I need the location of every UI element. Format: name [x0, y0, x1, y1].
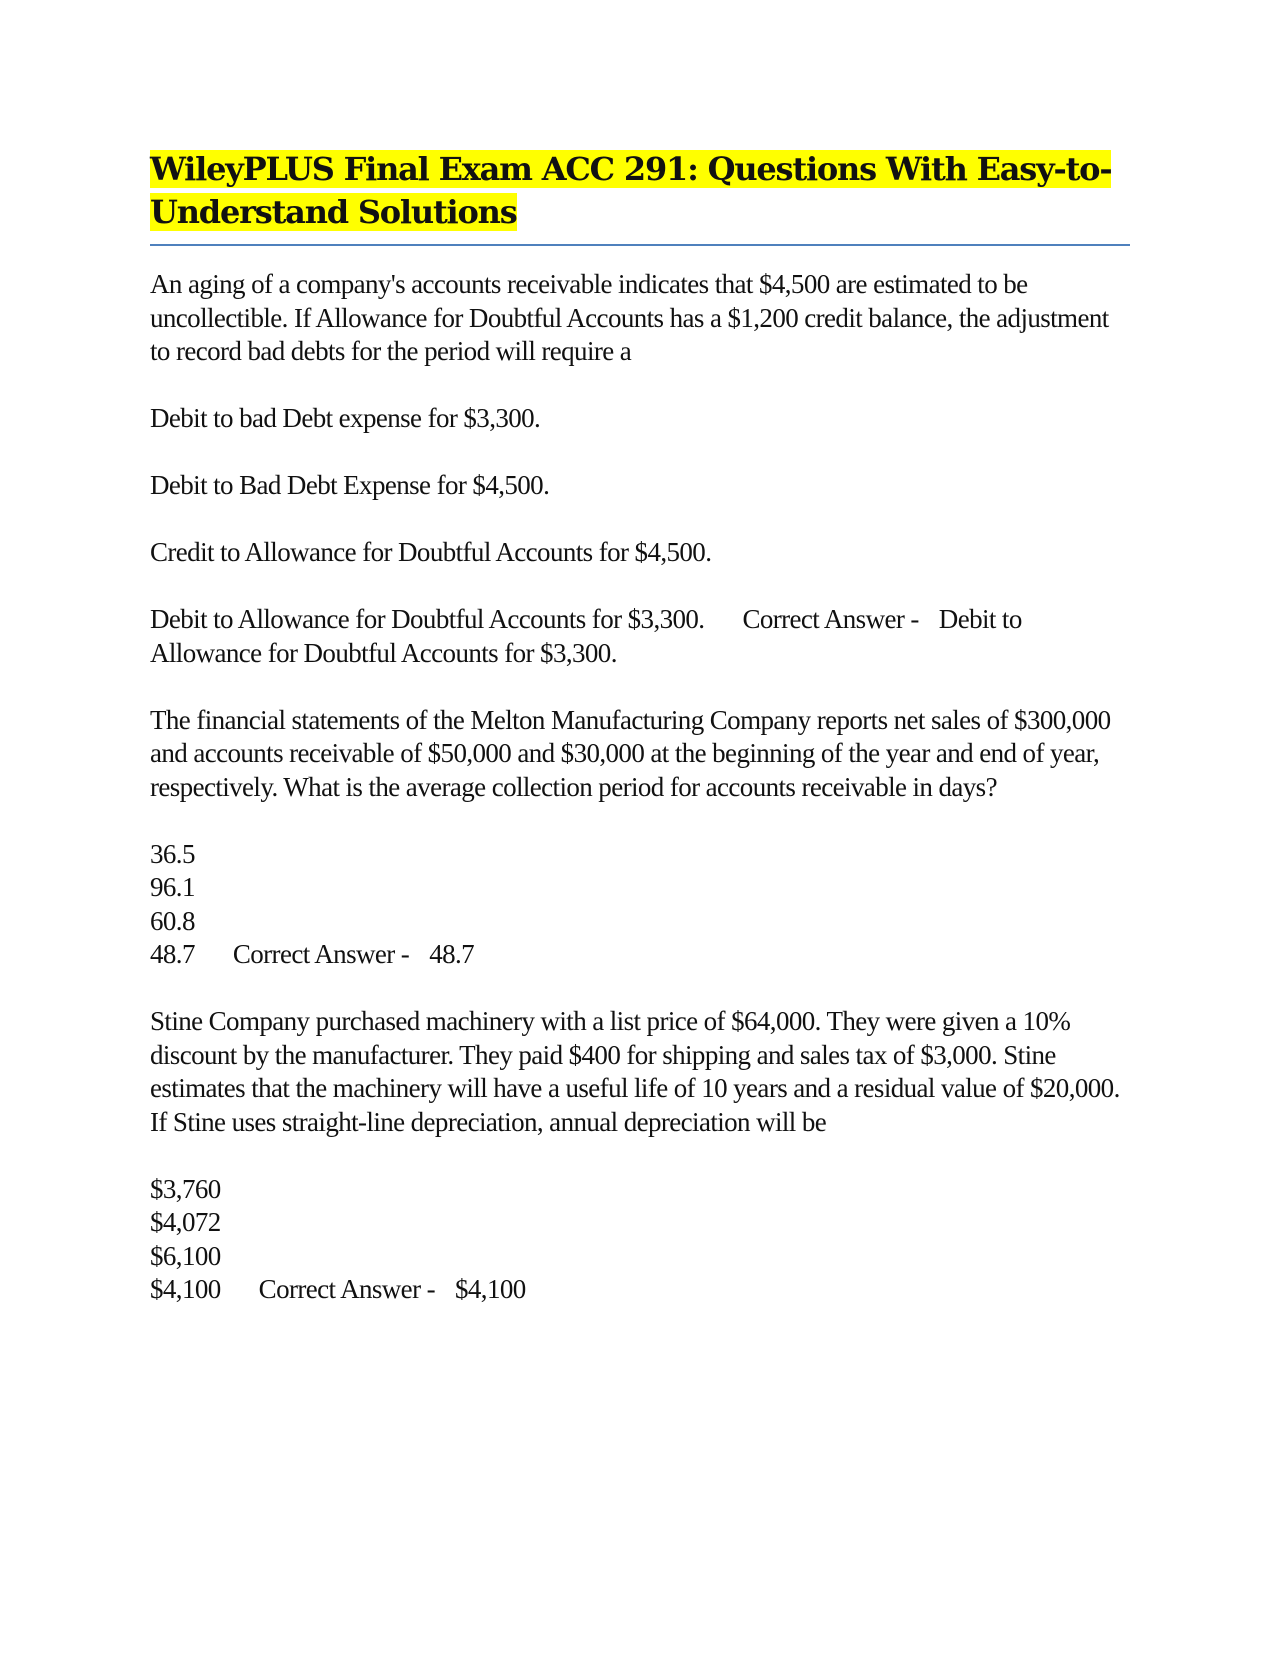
option: Debit to Allowance for Doubtful Accounts for $3,300. — [150, 604, 705, 634]
option-with-answer — [150, 603, 1130, 670]
option: 48.7 — [150, 939, 195, 969]
question-1 — [150, 268, 1130, 670]
question-prompt: Stine Company purchased machinery with a list price of $64,000. They were given a 10% discount by the manufacturer. They paid $400 for shipping and sales tax of $3,000. Stine estimates that the machinery will have a useful life of 10 years and a residual value of $20,000. If Stine uses straight-line depreciation, annual depreciation will be — [150, 1006, 1126, 1137]
option-with-answer — [150, 1273, 1130, 1307]
correct-answer-label: Correct Answer - — [258, 1274, 435, 1304]
option: 96.1 — [150, 872, 195, 902]
question-2 — [150, 704, 1130, 972]
correct-answer: Debit to Allowance for Doubtful Accounts for $3,300. — [150, 604, 1027, 668]
option: Debit to bad Debt expense for $3,300. — [150, 403, 541, 433]
option: 36.5 — [150, 838, 195, 869]
option: 60.8 — [150, 905, 195, 936]
correct-answer-label: Correct Answer - — [742, 604, 919, 634]
option-with-answer — [150, 938, 1130, 972]
document-page — [150, 148, 1130, 1307]
question-prompt: An aging of a company's accounts receivable indicates that $4,500 are estimated to be uncollectible. If Allowance for Doubtful Accounts has a $1,200 credit balance, the adjustment to record bad debts for the period will require a — [150, 269, 1115, 366]
option: $4,072 — [150, 1207, 221, 1237]
correct-answer: 48.7 — [429, 939, 475, 969]
title-line-1: WileyPLUS Final Exam ACC 291: Questions With Easy-to- — [150, 150, 1112, 188]
option: $6,100 — [150, 1240, 221, 1271]
document-title — [150, 148, 1130, 234]
option: $3,760 — [150, 1173, 221, 1204]
option: $4,100 — [150, 1274, 221, 1304]
option: Credit to Allowance for Doubtful Accounts for $4,500. — [150, 537, 712, 567]
correct-answer: $4,100 — [455, 1274, 526, 1304]
correct-answer-label: Correct Answer - — [232, 939, 410, 969]
question-3 — [150, 1005, 1130, 1307]
question-prompt: The financial statements of the Melton Manufacturing Company reports net sales of $300,000 and accounts receivable of $50,000 and $30,000 at the beginning of the year and end of year, respectively. What is the average collection period for accounts receivable in days? — [150, 704, 1117, 802]
option: Debit to Bad Debt Expense for $4,500. — [150, 470, 550, 500]
title-block — [150, 148, 1130, 246]
title-line-2: Understand Solutions — [150, 193, 517, 231]
